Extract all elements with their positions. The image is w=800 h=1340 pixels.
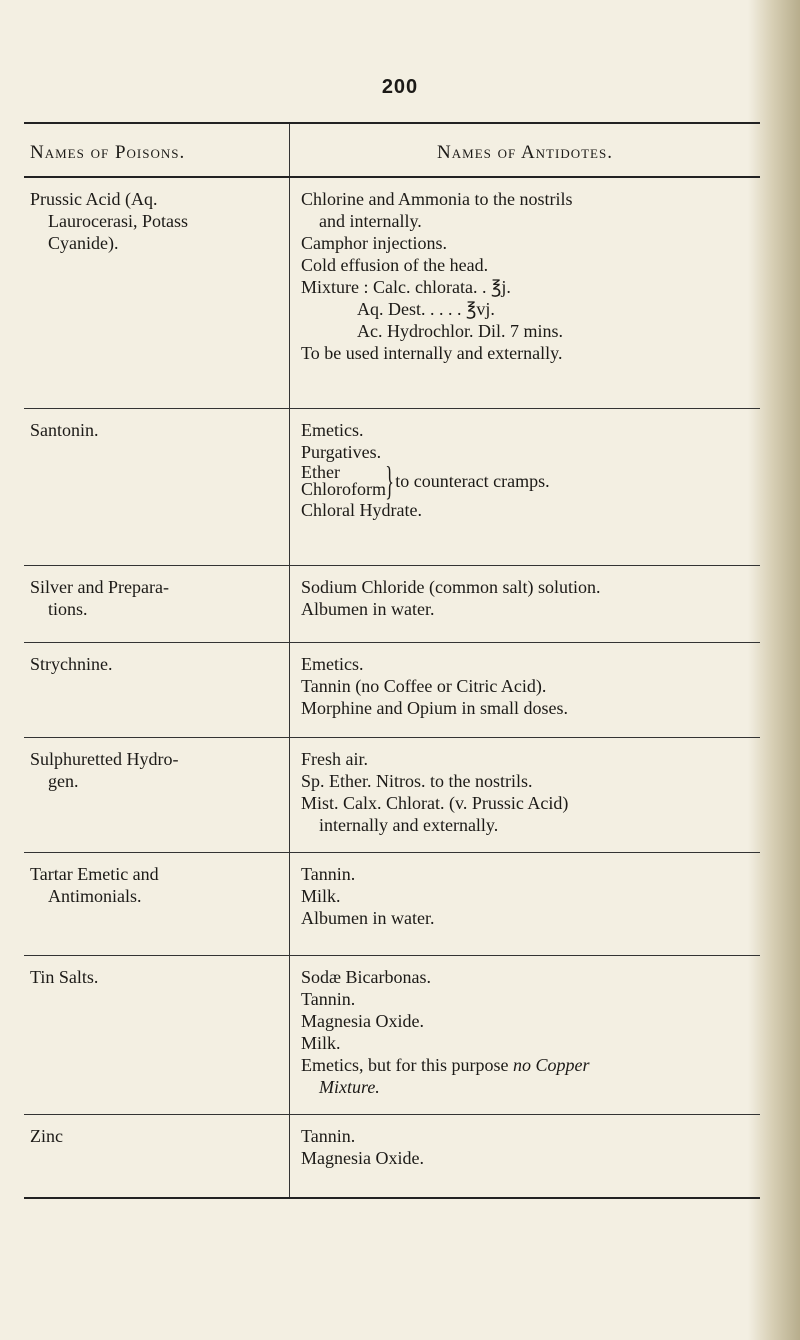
header-antidotes: Names of Antidotes.: [289, 124, 760, 176]
antidote-cell: Emetics. Purgatives. Ether Chloroform } to counteract cramps. Chloral Hydrate.: [289, 409, 760, 565]
bracket-group: Ether Chloroform } to counteract cramps.: [301, 458, 550, 503]
antidote-cell: Tannin. Milk. Albumen in water.: [289, 853, 760, 955]
table-row: [24, 1115, 760, 1199]
table-row: [24, 738, 760, 853]
table-row: [24, 178, 760, 409]
page-number: 200: [381, 76, 419, 98]
table-row: [24, 643, 760, 738]
antidotes-table: [24, 122, 760, 1199]
poison-cell: Santonin.: [30, 420, 99, 440]
emetics-note: Emetics, but for this purpose no Copper: [301, 1055, 590, 1075]
antidote-cell: Chlorine and Ammonia to the nostrils and internally. Camphor injections. Cold effusion of the head. Mixture : Calc. chlorata. . ℥j. Aq. Dest. . . . . ℥vj. Ac. Hydrochlor. Dil. 7 mins. To be used internally and externally.: [289, 178, 760, 408]
poison-cell: Tartar Emetic and Antimonials.: [30, 864, 159, 906]
poison-cell: Silver and Prepara- tions.: [30, 577, 169, 619]
poison-cell: Sulphuretted Hydro- gen.: [30, 749, 179, 791]
table-row: [24, 853, 760, 956]
antidote-cell: Sodium Chloride (common salt) solution. Albumen in water.: [289, 566, 760, 642]
table-row: [24, 409, 760, 566]
header-poisons: Names of Poisons.: [30, 142, 186, 163]
table-row: [24, 566, 760, 643]
table-row: [24, 956, 760, 1115]
poison-cell: Prussic Acid (Aq. Laurocerasi, Potass Cyanide).: [30, 189, 188, 253]
right-brace-icon: }: [385, 458, 394, 503]
poison-cell: Strychnine.: [30, 654, 113, 674]
antidote-cell: Tannin. Magnesia Oxide.: [289, 1115, 760, 1197]
table-header: [24, 124, 760, 178]
antidote-cell: Fresh air. Sp. Ether. Nitros. to the nostrils. Mist. Calx. Chlorat. (v. Prussic Acid) internally and externally.: [289, 738, 760, 852]
poison-cell: Zinc: [30, 1126, 63, 1146]
antidote-cell: Emetics. Tannin (no Coffee or Citric Acid). Morphine and Opium in small doses.: [289, 643, 760, 737]
antidote-cell: Sodæ Bicarbonas. Tannin. Magnesia Oxide. Milk. Emetics, but for this purpose no Copper Mixture.: [289, 956, 760, 1114]
poison-cell: Tin Salts.: [30, 967, 99, 987]
